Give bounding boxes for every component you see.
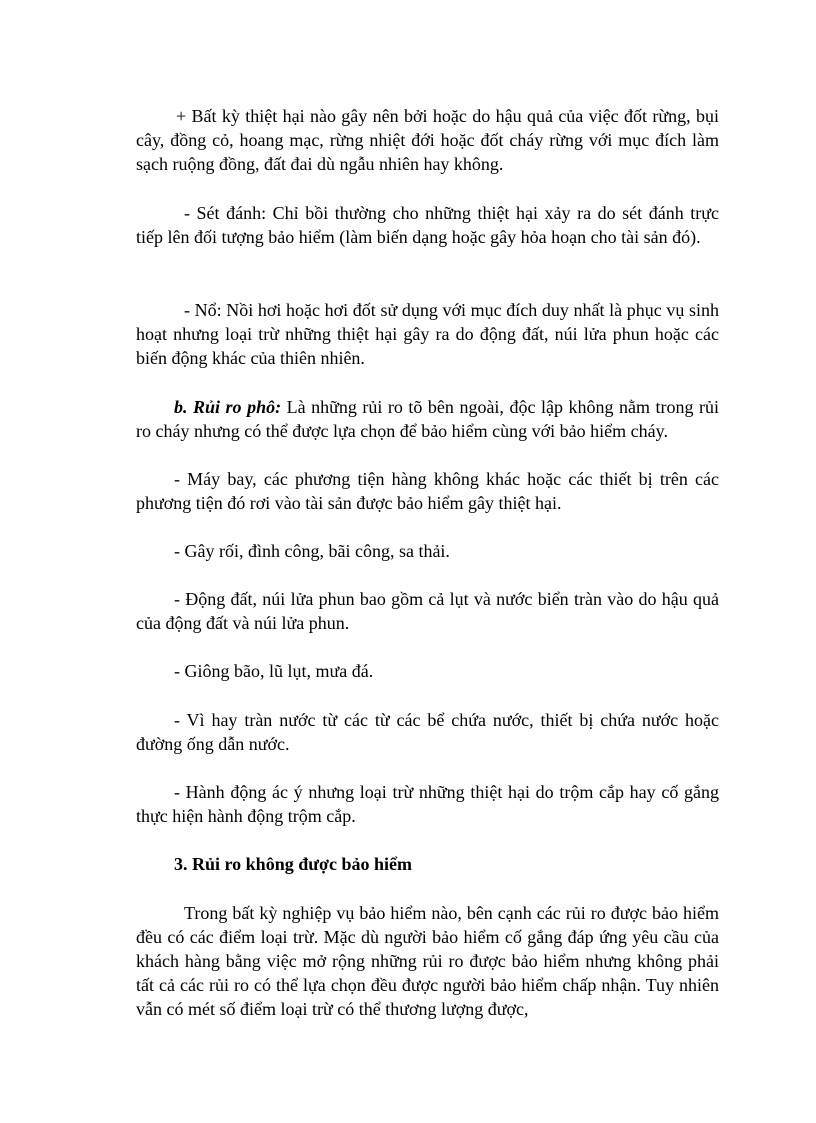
- paragraph-earthquake: - Động đất, núi lửa phun bao gồm cả lụt và nước biển tràn vào do hậu quả của động đất và núi lửa phun.: [136, 589, 719, 633]
- paragraph-water-leak: - Vì hay tràn nước từ các từ các bể chứa nước, thiết bị chứa nước hoặc đường ống dẫn nước.: [136, 710, 719, 754]
- paragraph-additional-risks: [136, 395, 719, 443]
- paragraph-malicious-act: - Hành động ác ý nhưng loại trừ những thiệt hại do trộm cắp hay cố gắng thực hiện hành động trộm cắp.: [136, 782, 719, 826]
- paragraph-forest-fire-exclusion: + Bất kỳ thiệt hại nào gây nên bởi hoặc do hậu quả của việc đốt rừng, bụi cây, đồng cỏ, hoang mạc, rừng nhiệt đới hoặc đốt cháy rừng với mục đích làm sạch ruộng đồng, đất đai dù ngẫu nhiên hay không.: [136, 106, 719, 174]
- section-heading-uninsured-risks: 3. Rủi ro không được bảo hiểm: [174, 854, 412, 874]
- paragraph-explosion: - Nổ: Nồi hơi hoặc hơi đốt sử dụng với mục đích duy nhất là phục vụ sinh hoạt nhưng loại trừ những thiệt hại gây ra do động đất, núi lửa phun hoặc các biến động khác của thiên nhiên.: [136, 300, 719, 368]
- paragraph-lightning: - Sét đánh: Chỉ bồi thường cho những thiệt hại xảy ra do sét đánh trực tiếp lên đối tượng bảo hiểm (làm biến dạng hoặc gây hỏa hoạn cho tài sản đó).: [136, 203, 719, 247]
- additional-risks-heading: b. Rủi ro phô:: [174, 397, 282, 417]
- paragraph-exclusions-intro: Trong bất kỳ nghiệp vụ bảo hiểm nào, bên cạnh các rủi ro được bảo hiểm đều có các điểm loại trừ. Mặc dù người bảo hiểm cố gắng đáp ứng yêu cầu của khách hàng bằng việc mở rộng những rủi ro được bảo hiểm nhưng không phải tất cả các rủi ro có thể lựa chọn đều được người bảo hiểm chấp nhận. Tuy nhiên vẫn có mét số điểm loại trừ có thể thương lượng được,: [136, 903, 719, 1019]
- paragraph-aircraft: - Máy bay, các phương tiện hàng không khác hoặc các thiết bị trên các phương tiện đó rơi vào tài sản được bảo hiểm gây thiệt hại.: [136, 469, 719, 513]
- paragraph-riots: - Gây rối, đình công, bãi công, sa thải.: [174, 541, 450, 561]
- paragraph-storm: - Giông bão, lũ lụt, mưa đá.: [174, 661, 374, 681]
- additional-risks-body: Là những rủi ro tõ bên ngoài, độc lập không nằm trong rủi ro cháy nhưng có thể được lựa chọn để bảo hiểm cùng với bảo hiểm cháy.: [136, 397, 720, 441]
